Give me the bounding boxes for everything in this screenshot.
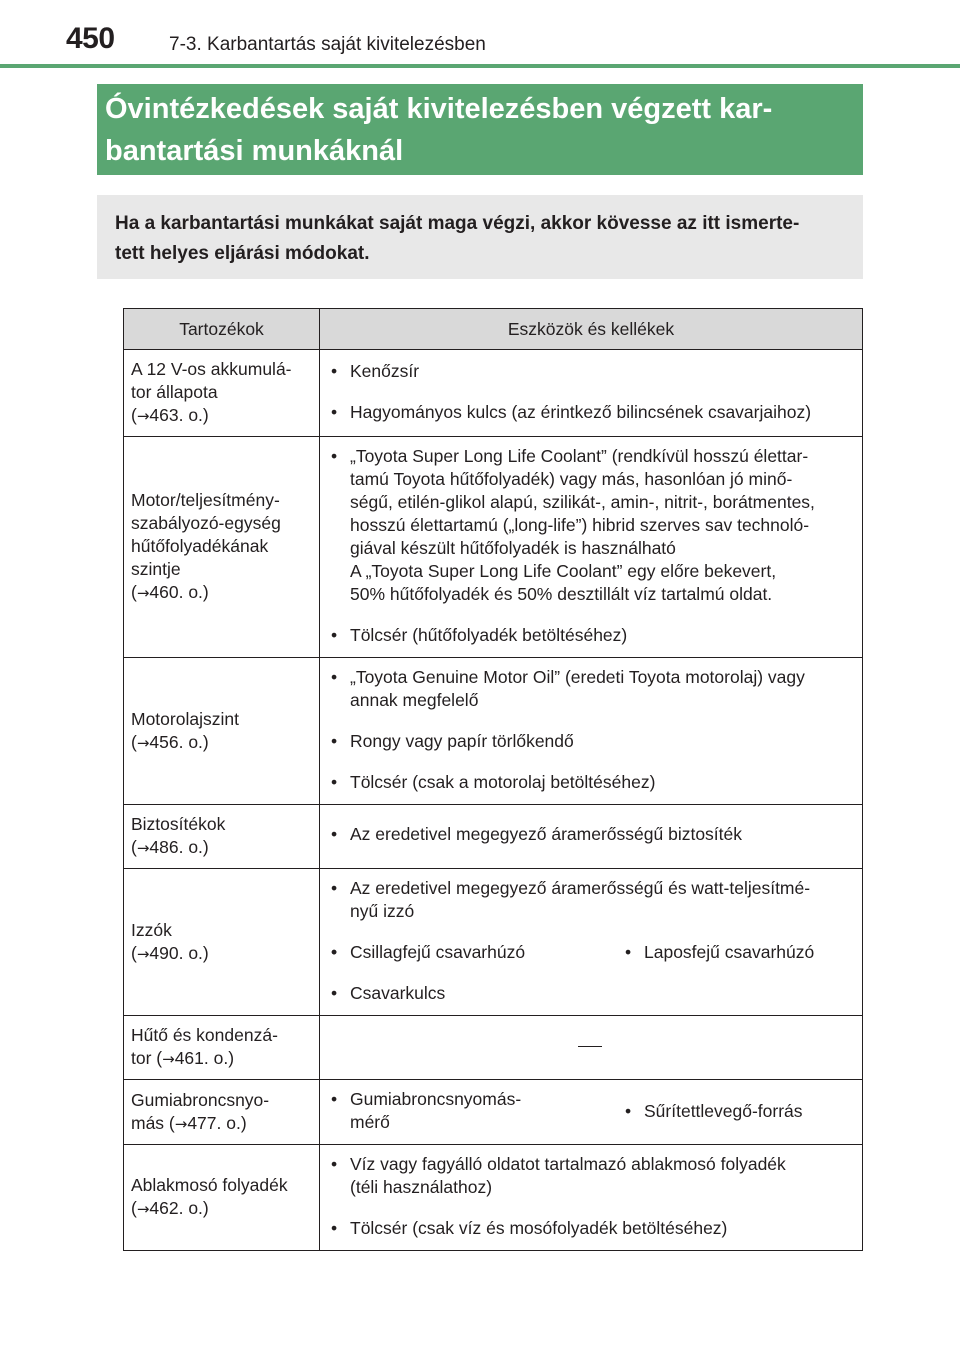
list-item: • Gumiabroncsnyomás- mérő [328, 1088, 622, 1134]
table-row [124, 350, 863, 437]
intro-line-2: tett helyes eljárási módokat. [115, 243, 370, 264]
row-items [320, 869, 863, 1016]
table-row [124, 1145, 863, 1251]
row-label: A 12 V-os akkumulá- tor állapota (→463. o.) [124, 350, 320, 437]
table-header-row [124, 309, 863, 350]
arrow-right-icon: → [136, 944, 150, 963]
arrow-right-icon: → [136, 407, 150, 425]
page-reference: (→490. o.) [131, 942, 209, 963]
table-row [124, 1016, 863, 1080]
list-item: • „Toyota Super Long Life Coolant” (rendkívül hosszú élettar- tamú Toyota hűtőfolyadék) vagy más, hasonlóan jó minő- ségű, etilén-glikol alapú, szilikát-, amin-, nitrit-, borátmentes, hosszú élettartamú („long-life”) hibrid szerves sav technoló- giával készült hűtőfolyadék is használható A „Toyota Super Long Life Coolant” egy előre bekevert, 50% hűtőfolyadék és 50% desztillált víz tartalmú oldat. [328, 445, 852, 606]
intro-line-1: Ha a karbantartási munkákat saját maga végzi, akkor kövesse az itt ismerte- [115, 213, 800, 234]
row-items [320, 437, 863, 658]
list-item: • Tölcsér (csak a motorolaj betöltéséhez) [328, 771, 852, 794]
page-reference: más (→477. o.) [131, 1112, 247, 1133]
list-item: • Laposfejű csavarhúzó [622, 941, 852, 964]
page-reference: (→456. o.) [131, 731, 209, 752]
row-label: Gumiabroncsnyo- más (→477. o.) [124, 1080, 320, 1145]
row-label: Izzók (→490. o.) [124, 869, 320, 1016]
list-item: • Víz vagy fagyálló oldatot tartalmazó ablakmosó folyadék (téli használathoz) [328, 1153, 852, 1199]
header-rule [0, 64, 960, 68]
row-label: Motor/teljesítmény- szabályozó-egység hűtőfolyadékának szintje (→460. o.) [124, 437, 320, 658]
page-reference: (→486. o.) [131, 837, 209, 857]
title-line-1: Óvintézkedések saját kivitelezésben végzett kar- [105, 93, 773, 125]
header-parts: Tartozékok [124, 309, 320, 350]
arrow-right-icon: → [162, 1050, 175, 1068]
table-row [124, 805, 863, 869]
table-row [124, 1080, 863, 1145]
title-line-2: bantartási munkáknál [105, 135, 404, 167]
row-items [320, 1145, 863, 1251]
row-items [320, 805, 863, 869]
list-item: • Az eredetivel megegyező áramerősségű biztosíték [328, 823, 852, 846]
table-row [124, 658, 863, 805]
list-item: • Hagyományos kulcs (az érintkező bilincsének csavarjaihoz) [328, 401, 852, 424]
page-reference: (→460. o.) [131, 582, 209, 602]
row-label: Biztosítékok (→486. o.) [124, 805, 320, 869]
arrow-right-icon: → [136, 1200, 150, 1218]
list-item: • Az eredetivel megegyező áramerősségű és watt-teljesítmé- nyű izzó [328, 877, 852, 923]
page-reference: (→463. o.) [131, 405, 209, 425]
list-item-pair [328, 941, 852, 964]
list-item: • Kenőzsír [328, 360, 852, 383]
page-reference: (→462. o.) [131, 1198, 209, 1218]
row-items [320, 1080, 863, 1145]
table-row [124, 869, 863, 1016]
list-item: • Sűrítettlevegő-forrás [622, 1100, 852, 1123]
empty-dash [320, 1016, 863, 1080]
row-label: Motorolajszint (→456. o.) [124, 658, 320, 805]
arrow-right-icon: → [136, 839, 150, 857]
intro-box [97, 195, 863, 279]
page-header [0, 0, 960, 70]
page-number: 450 [66, 22, 115, 55]
title-banner [97, 84, 863, 175]
list-item: • Rongy vagy papír törlőkendő [328, 730, 852, 753]
list-item: • Tölcsér (hűtőfolyadék betöltéséhez) [328, 624, 852, 647]
maintenance-table [123, 308, 863, 1251]
page-reference: tor (→461. o.) [131, 1048, 235, 1068]
row-items [320, 658, 863, 805]
list-item: • Tölcsér (csak víz és mosófolyadék betöltéséhez) [328, 1217, 852, 1240]
list-item: • • Csillagfejű csavarhúzó [328, 941, 622, 964]
section-title: 7-3. Karbantartás saját kivitelezésben [169, 34, 486, 55]
row-items [320, 350, 863, 437]
row-label: Hűtő és kondenzá- tor (→461. o.) [124, 1016, 320, 1080]
table-row [124, 437, 863, 658]
list-item: • „Toyota Genuine Motor Oil” (eredeti Toyota motorolaj) vagy annak megfelelő [328, 666, 852, 712]
header-tools: Eszközök és kellékek [320, 309, 863, 350]
arrow-right-icon: → [174, 1114, 188, 1133]
arrow-right-icon: → [136, 584, 150, 602]
row-label: Ablakmosó folyadék (→462. o.) [124, 1145, 320, 1251]
arrow-right-icon: → [136, 733, 150, 752]
list-item: • Csavarkulcs [328, 982, 852, 1005]
